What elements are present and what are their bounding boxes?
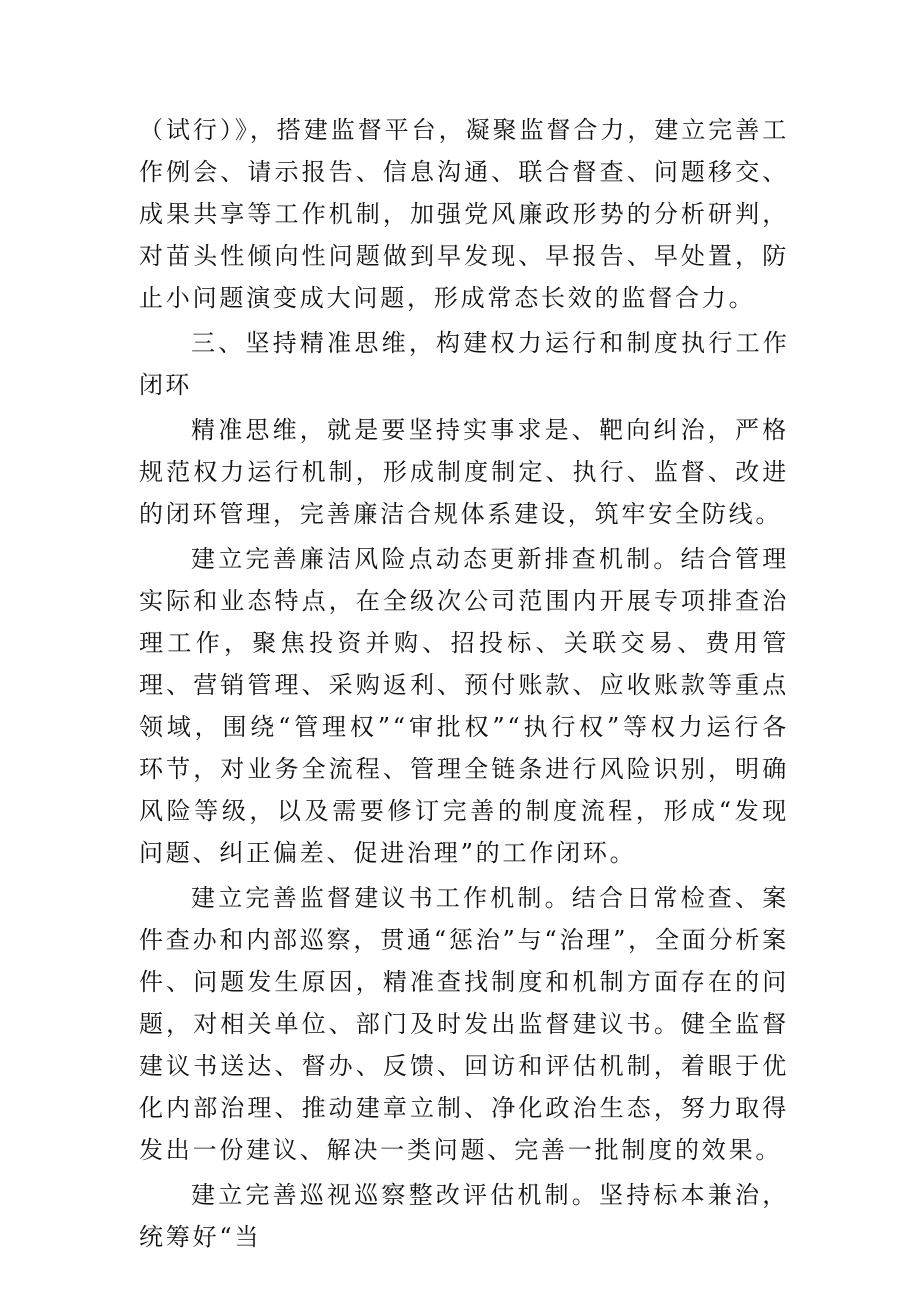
paragraph: 建立完善廉洁风险点动态更新排查机制。结合管理实际和业态特点，在全级次公司范围内开展专项排查治理工作，聚焦投资并购、招投标、关联交易、费用管理、营销管理、采购返利、预付账款、应收账款等重点领域，围绕“管理权”“审批权”“执行权”等权力运行各环节，对业务全流程、管理全链条进行风险识别，明确风险等级，以及需要修订完善的制度流程，形成“发现问题、纠正偏差、促进治理”的工作闭环。: [139, 545, 789, 867]
paragraph: 建立完善监督建议书工作机制。结合日常检查、案件查办和内部巡察，贯通“惩治”与“治理”，全面分析案件、问题发生原因，精准查找制度和机制方面存在的问题，对相关单位、部门及时发出监督建议书。健全监督建议书送达、督办、反馈、回访和评估机制，着眼于优化内部治理、推动建章立制、净化政治生态，努力取得发出一份建议、解决一类问题、完善一批制度的效果。: [139, 884, 789, 1164]
paragraph-continuation: （试行）》，搭建监督平台，凝聚监督合力，建立完善工作例会、请示报告、信息沟通、联合督查、问题移交、成果共享等工作机制，加强党风廉政形势的分析研判，对苗头性倾向性问题做到早发现、早报告、早处置，防止小问题演变成大问题，形成常态长效的监督合力。: [139, 116, 789, 312]
document-page: [139, 109, 789, 1258]
paragraph: 精准思维，就是要坚持实事求是、靶向纠治，严格规范权力运行机制，形成制度制定、执行、监督、改进的闭环管理，完善廉洁合规体系建设，筑牢安全防线。: [139, 416, 789, 528]
paragraph: 建立完善巡视巡察整改评估机制。坚持标本兼治，统筹好“当: [139, 1181, 789, 1251]
section-heading: 三、坚持精准思维，构建权力运行和制度执行工作闭环: [139, 329, 789, 399]
